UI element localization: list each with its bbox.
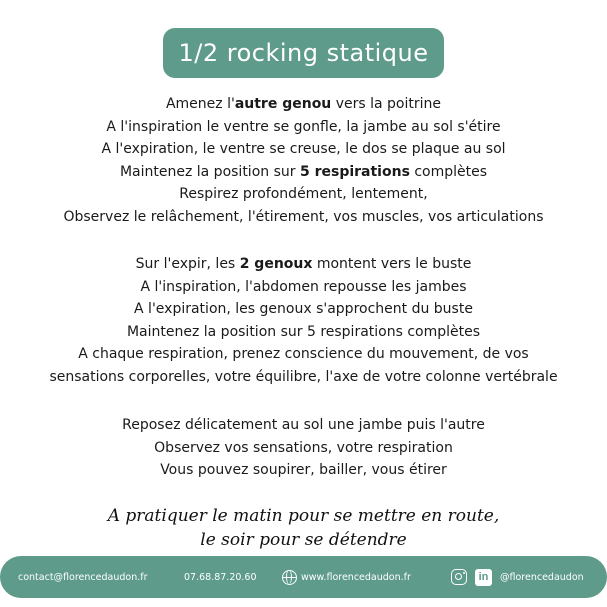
instructions-block-1: [0, 93, 607, 229]
linkedin-icon: in: [475, 569, 492, 586]
line-text: vers la poitrine: [331, 96, 442, 112]
globe-icon: [282, 570, 297, 585]
emphasis-text: 2 genoux: [239, 256, 313, 272]
email-text: contact@florencedaudon.fr: [18, 571, 148, 583]
line-text: Respirez profondément, lentement,: [179, 186, 428, 203]
line-text: montent vers le buste: [312, 256, 472, 272]
instruction-line: [0, 116, 607, 139]
instruction-line: [0, 276, 607, 299]
instructions-block-2: [0, 253, 607, 389]
line-text: complètes: [409, 163, 488, 180]
instruction-line: [0, 93, 607, 116]
instruction-line: [0, 437, 607, 460]
line-text: Sur l'expir, les: [135, 256, 240, 272]
instruction-line: [0, 366, 607, 389]
line-text: Maintenez la position sur 5 respirations complètes: [126, 323, 481, 340]
instagram-icon: [451, 569, 467, 585]
title-badge: [163, 28, 444, 78]
phone-text: 07.68.87.20.60: [184, 571, 257, 583]
line-text: Observez le relâchement, l'étirement, vos muscles, vos articulations: [63, 208, 544, 225]
instructions-block-3: [0, 414, 607, 482]
closing-line-2: le soir pour se détendre: [200, 530, 407, 550]
website-link[interactable]: [282, 556, 411, 598]
instagram-link[interactable]: [451, 556, 467, 598]
line-text: Maintenez la position sur: [119, 163, 300, 180]
line-text: A l'inspiration, l'abdomen repousse les jambes: [140, 278, 467, 295]
line-text: sensations corporelles, votre équilibre, l'axe de votre colonne vertébrale: [49, 368, 558, 385]
website-text: www.florencedaudon.fr: [301, 571, 411, 583]
line-text: A l'expiration, les genoux s'approchent du buste: [134, 301, 473, 318]
line-text: Vous pouvez soupirer, bailler, vous étirer: [160, 462, 447, 479]
line-text: A l'expiration, le ventre se creuse, le dos se plaque au sol: [101, 141, 506, 158]
instruction-line: [0, 298, 607, 321]
instruction-line: [0, 459, 607, 482]
email-link[interactable]: [18, 556, 147, 598]
instruction-line: [0, 321, 607, 344]
instruction-line: [0, 206, 607, 229]
line-text: Reposez délicatement au sol une jambe puis l'autre: [122, 417, 485, 433]
instruction-line: [0, 183, 607, 206]
contact-footer: [0, 556, 607, 598]
phone-link[interactable]: [184, 556, 257, 598]
social-handle-text: @florencedaudon: [500, 571, 584, 583]
closing-quote: [0, 504, 607, 552]
instruction-line: [0, 414, 607, 437]
instruction-line: [0, 253, 607, 276]
line-text: A chaque respiration, prenez conscience du mouvement, de vos: [78, 346, 529, 363]
page-title: 1/2 rocking statique: [178, 39, 429, 67]
emphasis-text: 5 respirations: [299, 163, 410, 180]
instruction-line: [0, 343, 607, 366]
line-text: A l'inspiration le ventre se gonfle, la jambe au sol s'étire: [106, 118, 501, 135]
social-handle[interactable]: [500, 556, 584, 598]
emphasis-text: autre genou: [234, 96, 332, 112]
line-text: Amenez l': [165, 96, 235, 112]
linkedin-link[interactable]: [475, 556, 492, 598]
instruction-line: [0, 161, 607, 184]
line-text: Observez vos sensations, votre respiration: [154, 439, 453, 456]
instruction-line: [0, 138, 607, 161]
closing-line-1: A pratiquer le matin pour se mettre en route,: [107, 506, 500, 526]
